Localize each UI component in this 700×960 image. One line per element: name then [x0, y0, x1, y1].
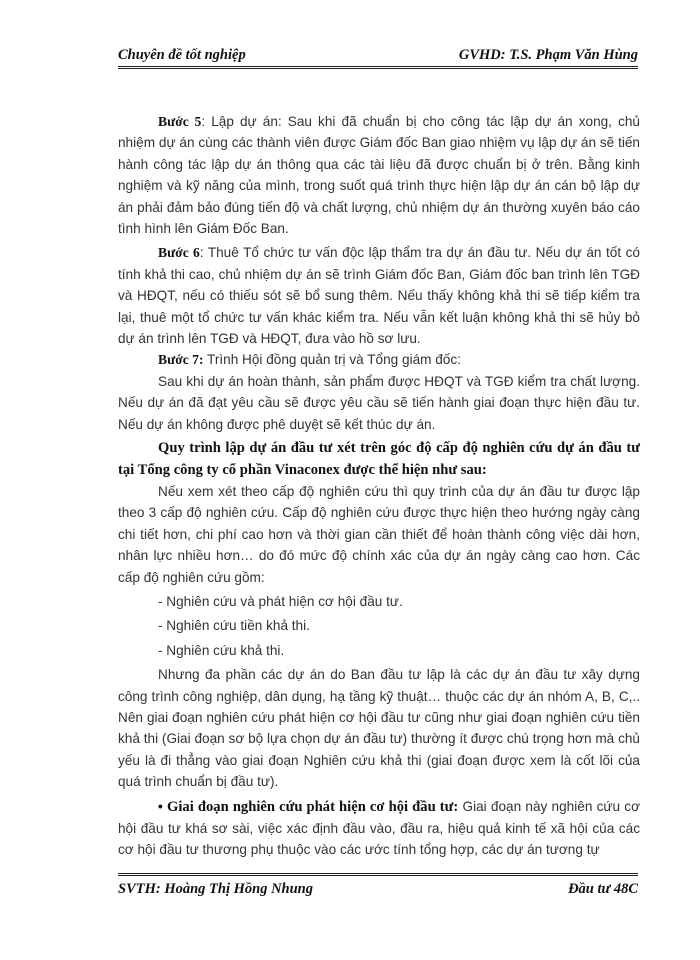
paragraph-step-7	[118, 349, 640, 370]
header-advisor: GVHD: T.S. Phạm Văn Hùng	[458, 47, 638, 63]
step-5-label: Bước 5	[158, 114, 202, 129]
paragraph-step-6	[118, 242, 640, 349]
paragraph-completion: Sau khi dự án hoàn thành, sản phẩm được HĐQT và TGĐ kiểm tra chất lượng. Nếu dự án đã đạt yêu cầu sẽ được yêu cầu sẽ tiến hành giai đoạn thực hiện đầu tư. Nếu dự án không được phê duyệt sẽ kết thúc dự án.	[118, 373, 640, 432]
opportunity-stage-text: Giai đoạn này nghiên cứu cơ hội đầu tư khá sơ sài, việc xác định đầu vào, đầu ra, hiệu quả kinh tế xã hội của các cơ hội đầu tư thương phụ thuộc vào các ước tính tổng hợp, các dự án tương tự	[118, 798, 641, 858]
footer-class: Đầu tư 48C	[568, 881, 638, 897]
step-6-label: Bước 6	[158, 245, 200, 261]
page-body	[118, 111, 640, 861]
page-header	[118, 38, 638, 69]
step-7-label: Bước 7:	[158, 352, 204, 368]
list-item: - Nghiên cứu tiền khả thi.	[158, 618, 310, 634]
page-footer	[118, 873, 638, 898]
step-7-text: Trình Hội đồng quản trị và Tổng giám đốc:	[203, 352, 461, 368]
footer-student: SVTH: Hoàng Thị Hồng Nhung	[118, 881, 313, 897]
list-item: - Nghiên cứu khả thi.	[158, 642, 285, 658]
paragraph-opportunity-stage	[118, 796, 640, 861]
bullet-icon: •	[158, 798, 163, 814]
opportunity-stage-label: Giai đoạn nghiên cứu phát hiện cơ hội đầu tư:	[167, 798, 459, 815]
step-6-text: : Thuê Tổ chức tư vấn độc lập thẩm tra dự án đầu tư. Nếu dự án tốt có tính khả thi cao, chủ nhiệm dự án sẽ trình Giám đốc Ban, Giám đốc ban trình lên TGĐ và HĐQT, nếu có thiếu sót sẽ bổ sung thêm. Nếu thấy không khả thi sẽ tiếp kiểm tra lại, thuê một tổ chức tư vấn khác kiểm tra. Nếu vẫn kết luận không khả thi sẽ hủy bỏ dự án trình lên TGĐ và HĐQT, đưa vào hồ sơ lưu.	[118, 245, 640, 347]
step-5-text: : Lập dự án: Sau khi đã chuẩn bị cho công tác lập dự án xong, chủ nhiệm dự án cùng các thành viên được Giám đốc Ban giao nhiệm vụ lập dự án sẽ tiến hành công tác lập dự án thông qua các tài liệu đã được chuẩn bị ở trên. Bằng kinh nghiệm và kỹ năng của mình, trong suốt quá trình thực hiện lập dự án cán bộ lập dự án phải đảm bảo đúng tiến độ và chất lượng, chủ nhiệm dự án thường xuyên báo cáo tình hình lên Giám Đốc Ban.	[118, 114, 640, 237]
header-course-title: Chuyên đề tốt nghiệp	[118, 47, 246, 63]
paragraph-step-5	[118, 111, 640, 239]
paragraph-board-projects: Nhưng đa phần các dự án do Ban đầu tư lập là các dự án đầu tư xây dựng công trình công nghiệp, dân dụng, hạ tầng kỹ thuật… thuộc các dự án nhóm A, B, C,.. Nên giai đoạn nghiên cứu phát hiện cơ hội đầu tư cũng như giai đoạn nghiên cứu tiền khả thi (Giai đoạn sơ bộ lựa chọn dự án đầu tư) thường ít được chú trọng hơn mà chủ yếu là đi thẳng vào giai đoạn Nghiên cứu khả thi (giai đoạn được xem là cốt lõi của quá trình chuẩn bị đầu tư).	[118, 667, 640, 790]
paragraph-research-levels: Nếu xem xét theo cấp độ nghiên cứu thì quy trình của dự án đầu tư được lập theo 3 cấp độ nghiên cứu. Cấp độ nghiên cứu được thực hiện theo hướng ngày càng chi tiết hơn, chi phí cao hơn và thời gian cần thiết để hoàn thành công việc dài hơn, nhân lực nhiều hơn… do đó mức độ chính xác của dự án ngày càng cao hơn. Các cấp độ nghiên cứu gồm:	[118, 483, 640, 585]
list-item: - Nghiên cứu và phát hiện cơ hội đầu tư.	[158, 593, 403, 609]
section-heading: Quy trình lập dự án đầu tư xét trên góc độ cấp độ nghiên cứu dự án đầu tư tại Tổng công ty cổ phần Vinaconex được thể hiện như sau:	[118, 440, 640, 478]
